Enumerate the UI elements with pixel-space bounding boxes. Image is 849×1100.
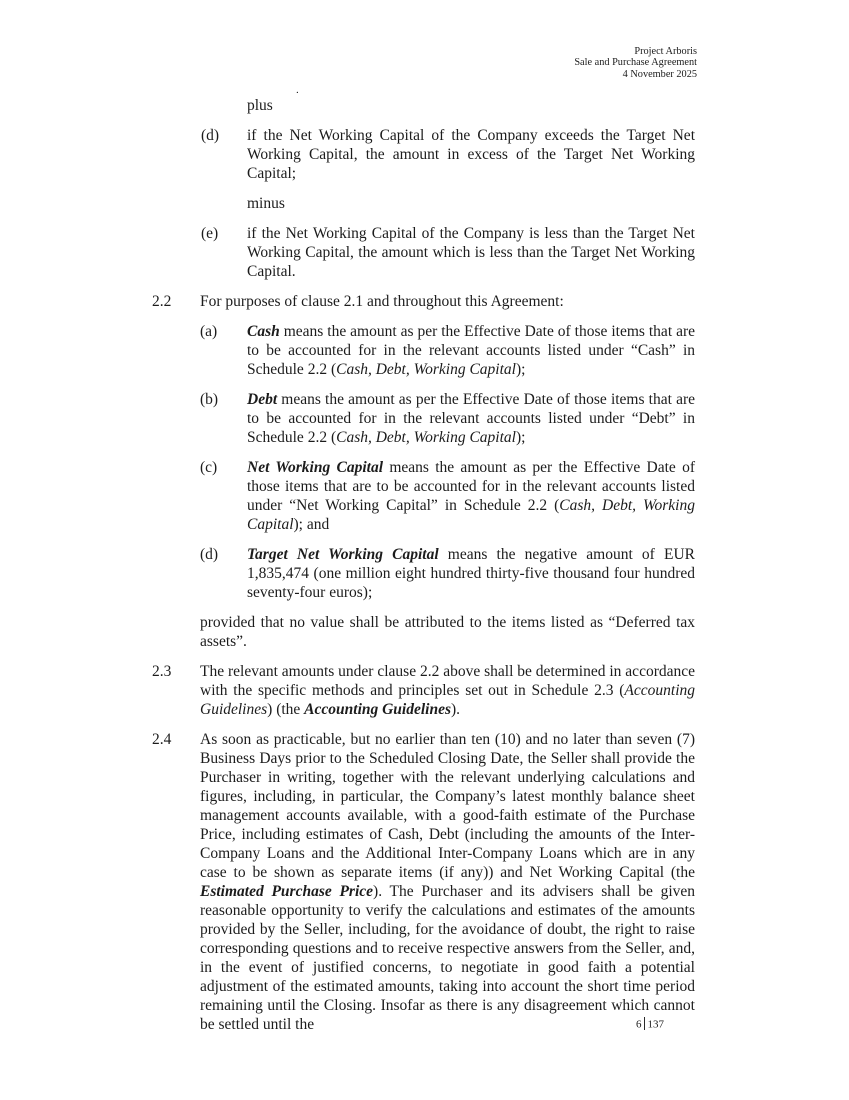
subitem-d bbox=[200, 545, 695, 602]
subitem-label: (e) bbox=[201, 225, 219, 242]
header-project-name: Project Arboris bbox=[634, 46, 697, 57]
clause-body bbox=[200, 662, 695, 719]
header-date: 4 November 2025 bbox=[622, 68, 697, 80]
page-separator-bar bbox=[644, 1017, 645, 1030]
page-total: 137 bbox=[647, 1018, 664, 1031]
connector-plus-line: plus bbox=[247, 97, 273, 114]
clause-2-3 bbox=[152, 662, 695, 730]
subitem-text bbox=[247, 322, 695, 379]
clause-number: 2.2 bbox=[152, 293, 172, 310]
clause-body bbox=[200, 292, 695, 662]
clause-number: 2.4 bbox=[152, 731, 172, 748]
stray-mark: . bbox=[296, 84, 299, 96]
subitem-text: if the Net Working Capital of the Company is less than the Target Net Working Capital, the amount which is less than the Target Net Working Capital. bbox=[247, 225, 695, 280]
defined-term: Cash bbox=[247, 323, 280, 340]
clause-text-run: ) (the bbox=[267, 701, 305, 718]
defined-term: Target Net Working Capital bbox=[247, 546, 439, 563]
subitem-text: if the Net Working Capital of the Company exceeds the Target Net Working Capital, the amount in excess of the Target Net Working Capital; bbox=[247, 127, 695, 182]
defined-term: Estimated Purchase Price bbox=[200, 883, 374, 900]
subitem-label: (d) bbox=[201, 127, 220, 144]
document-header bbox=[574, 46, 697, 80]
clause-number: 2.3 bbox=[152, 663, 172, 680]
subitem-c bbox=[200, 458, 695, 534]
subitem-text-run: means the amount as per the Effective Date of those items that are to be accounted for in the relevant accounts listed under “Cash” in Schedule 2.2 ( bbox=[247, 323, 695, 378]
header-document-title: Sale and Purchase Agreement bbox=[574, 57, 697, 69]
defined-term: Net Working Capital bbox=[247, 459, 384, 476]
clause-text-run: ). The Purchaser and its advisers shall be given reasonable opportunity to verify the calculations and estimates of the amounts provided by the Seller, including, for the avoidance of doubt, the right to raise corresponding questions and to receive respective answers from the Seller, and, in the event of justified concerns, to negotiate in good faith a potential adjustment of the estimated amounts, taking into account the short time period remaining until the Closing. Insofar as there is any disagreement which cannot be settled until the bbox=[200, 883, 696, 1033]
subitem-text bbox=[247, 545, 695, 602]
connector-minus-line: minus bbox=[247, 195, 285, 212]
subitem-label: (b) bbox=[200, 391, 219, 408]
clause-text-run: The relevant amounts under clause 2.2 above shall be determined in accordance with the specific methods and principles set out in Schedule 2.3 ( bbox=[200, 663, 695, 699]
clause-text-run: As soon as practicable, but no earlier than ten (10) and no later than seven (7) Business Days prior to the Scheduled Closing Date, the Seller shall provide the Purchaser in writing, together with the relevant underlying calculations and figures, including, in particular, the Company’s latest monthly balance sheet management accounts available, with a good-faith estimate of the Purchase Price, including estimates of Cash, Debt (including the amounts of the Inter-Company Loans and the Additional Inter-Company Loans which are in any case to be shown as separate items (if any)) and Net Working Capital (the bbox=[200, 731, 695, 881]
schedule-name-italic: Accounting Guidelines bbox=[200, 682, 695, 718]
subitem-text bbox=[247, 458, 695, 534]
page-number-footer bbox=[636, 1017, 664, 1032]
defined-term: Accounting Guidelines bbox=[304, 701, 452, 718]
subitem-text-run: ); bbox=[515, 361, 526, 378]
subitem-text-run: means the negative amount of EUR 1,835,474 (one million eight hundred thirty-five thousand four hundred seventy-four euros); bbox=[247, 546, 695, 601]
subitem-label: (a) bbox=[200, 323, 218, 340]
subitem-text-run: ); and bbox=[293, 516, 330, 533]
subitem-e-parent-2-1 bbox=[201, 224, 695, 281]
clause-body bbox=[200, 730, 695, 1034]
subitem-text-run: means the amount as per the Effective Date of those items that are to be accounted for in the relevant accounts listed under “Debt” in Schedule 2.2 ( bbox=[247, 391, 695, 446]
subitem-label: (c) bbox=[200, 459, 218, 476]
subitem-text-run: ); bbox=[515, 429, 526, 446]
clause-intro: For purposes of clause 2.1 and throughout this Agreement: bbox=[200, 293, 564, 310]
schedule-name-italic: Cash, Debt, Working Capital bbox=[336, 429, 516, 446]
proviso-text: provided that no value shall be attributed to the items listed as “Deferred tax assets”. bbox=[200, 614, 695, 650]
schedule-name-italic: Cash, Debt, Working Capital bbox=[247, 497, 695, 533]
subitem-b bbox=[200, 390, 695, 447]
subitem-text bbox=[247, 390, 695, 447]
subitem-d-parent-2-1 bbox=[201, 126, 695, 183]
clause-2-4 bbox=[152, 730, 695, 1034]
subitem-text-run: means the amount as per the Effective Date of those items that are to be accounted for in the relevant accounts listed under “Net Working Capital” in Schedule 2.2 ( bbox=[247, 459, 695, 514]
subitem-a bbox=[200, 322, 695, 379]
page-number: 6 bbox=[636, 1018, 642, 1031]
defined-term: Debt bbox=[247, 391, 278, 408]
schedule-name-italic: Cash, Debt, Working Capital bbox=[336, 361, 516, 378]
clause-2-2 bbox=[152, 292, 695, 662]
clause-text-run: ). bbox=[451, 701, 461, 718]
subitem-label: (d) bbox=[200, 546, 219, 563]
document-body bbox=[152, 96, 695, 1034]
